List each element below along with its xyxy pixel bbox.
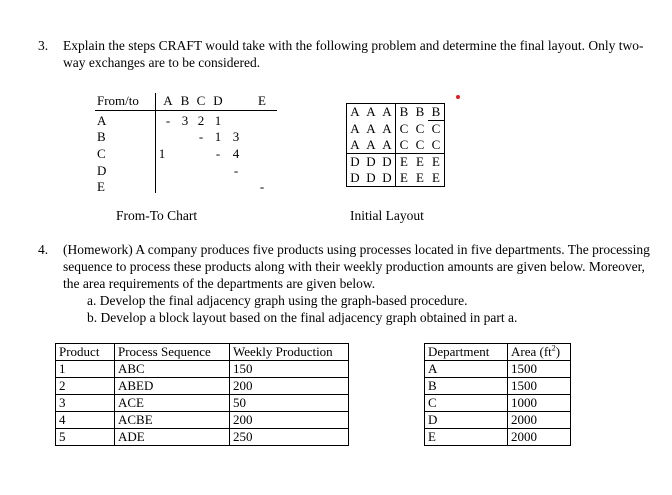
layout-cell: A [379,121,396,138]
layout-cell: B [428,104,445,121]
layout-cell: D [379,170,396,187]
layout-cell: C [428,137,445,154]
layout-cell: E [400,170,408,185]
from-to-row-e-label: E [97,179,105,194]
layout-cell: A [379,104,396,121]
layout-cell: E [432,154,440,169]
layout-cell: C [399,120,409,136]
from-to-cell: - [215,146,221,161]
from-to-col-a: A [163,93,173,108]
from-to-corner-label: From/to [97,93,139,108]
table-cell: 1 [56,361,115,378]
table-row [425,378,571,395]
from-to-cell: 3 [181,113,189,128]
red-marker-dot [456,95,460,99]
table-cell: ABC [115,361,230,378]
area-header-superscript: 2 [551,343,556,353]
layout-cell: B [415,104,425,120]
table-row [425,361,571,378]
from-to-caption: From-To Chart [116,208,198,223]
table-cell: 1500 [508,378,571,395]
table-row [56,429,349,446]
layout-cell: D [366,154,376,169]
table-cell: 2000 [508,412,571,429]
from-to-cell: 3 [232,129,240,144]
table-cell: B [425,378,508,395]
layout-cell: C [415,120,425,136]
from-to-cell: 1 [214,129,222,144]
initial-layout-caption: Initial Layout [350,208,424,223]
table-header: Product [56,344,115,361]
table-row [425,429,571,446]
table-row [425,395,571,412]
table-cell: ADE [115,429,230,446]
layout-cell: D [350,154,360,169]
table-cell: 150 [230,361,349,378]
from-to-row-d-label: D [97,163,107,178]
table-cell: 200 [230,412,349,429]
from-to-divider [155,93,156,193]
from-to-chart [95,93,280,198]
area-header-close: ) [555,344,561,359]
table-row [56,412,349,429]
layout-cell: D [350,170,360,185]
departments-table [424,343,571,446]
layout-cell: A [350,104,360,120]
products-table [55,343,349,446]
table-header: Process Sequence [115,344,230,361]
from-to-cell: 2 [197,113,205,128]
initial-layout-grid [346,103,445,187]
layout-cell: E [416,154,424,169]
from-to-row-c-label: C [97,146,106,161]
table-cell: 200 [230,378,349,395]
table-row [56,361,349,378]
layout-cell: C [431,121,441,136]
question-4-part-b: b. Develop a block layout based on the final adjacency graph obtained in part a. [87,310,518,325]
question-4-text: (Homework) A company produces five products using processes located in five departments. The processing sequence to process these products along with their weekly production amounts are given below. Moreover, the area requirements of the departments are given below. [63,242,650,291]
layout-cell: A [366,120,376,136]
from-to-row-a-label: A [97,113,107,128]
table-header-area [508,344,571,361]
table-cell: ACBE [115,412,230,429]
from-to-header [95,93,277,111]
layout-cell: C [396,137,413,154]
table-cell: 1000 [508,395,571,412]
table-cell: ACE [115,395,230,412]
table-cell: E [425,429,508,446]
from-to-col-d: D [213,93,223,108]
layout-cell: A [366,104,376,120]
table-header: Weekly Production [230,344,349,361]
from-to-cell: 1 [158,146,166,161]
table-row [56,395,349,412]
layout-cell: E [416,170,424,185]
table-header: Department [425,344,508,361]
table-cell: D [425,412,508,429]
table-cell: 50 [230,395,349,412]
from-to-cell: - [198,129,204,144]
from-to-cell: - [165,113,171,128]
layout-cell: A [350,120,360,136]
table-cell: ABED [115,378,230,395]
layout-cell: D [366,170,376,185]
from-to-cell: - [233,163,239,178]
table-row [425,412,571,429]
table-header-row [56,344,349,361]
table-cell: A [425,361,508,378]
table-header-row [425,344,571,361]
from-to-cell: - [259,179,265,194]
layout-cell: C [412,137,428,154]
from-to-cell: 4 [232,146,240,161]
from-to-row-b-label: B [97,129,106,144]
question-3-text: Explain the steps CRAFT would take with the following problem and determine the final layout. Only two-way exchanges are to be considered. [63,38,644,70]
table-cell: 4 [56,412,115,429]
layout-cell: A [379,137,396,154]
layout-cell: B [399,104,409,120]
table-cell: 5 [56,429,115,446]
area-header-text: Area (ft [511,344,552,359]
layout-cell: A [363,137,379,154]
layout-cell: E [400,154,408,169]
table-cell: 3 [56,395,115,412]
from-to-col-c: C [196,93,206,108]
table-cell: C [425,395,508,412]
table-cell: 2 [56,378,115,395]
layout-cell: E [432,170,440,185]
question-4-number: 4. [38,242,49,257]
table-cell: 1500 [508,361,571,378]
table-row [56,378,349,395]
layout-cell: A [347,137,364,154]
table-cell: 250 [230,429,349,446]
layout-cell: D [379,154,396,171]
from-to-col-b: B [180,93,190,108]
table-cell: 2000 [508,429,571,446]
question-3-number: 3. [38,38,49,53]
from-to-cell: 1 [214,113,222,128]
from-to-col-e: E [258,93,266,108]
question-4-part-a: a. Develop the final adjacency graph using the graph-based procedure. [87,293,468,308]
